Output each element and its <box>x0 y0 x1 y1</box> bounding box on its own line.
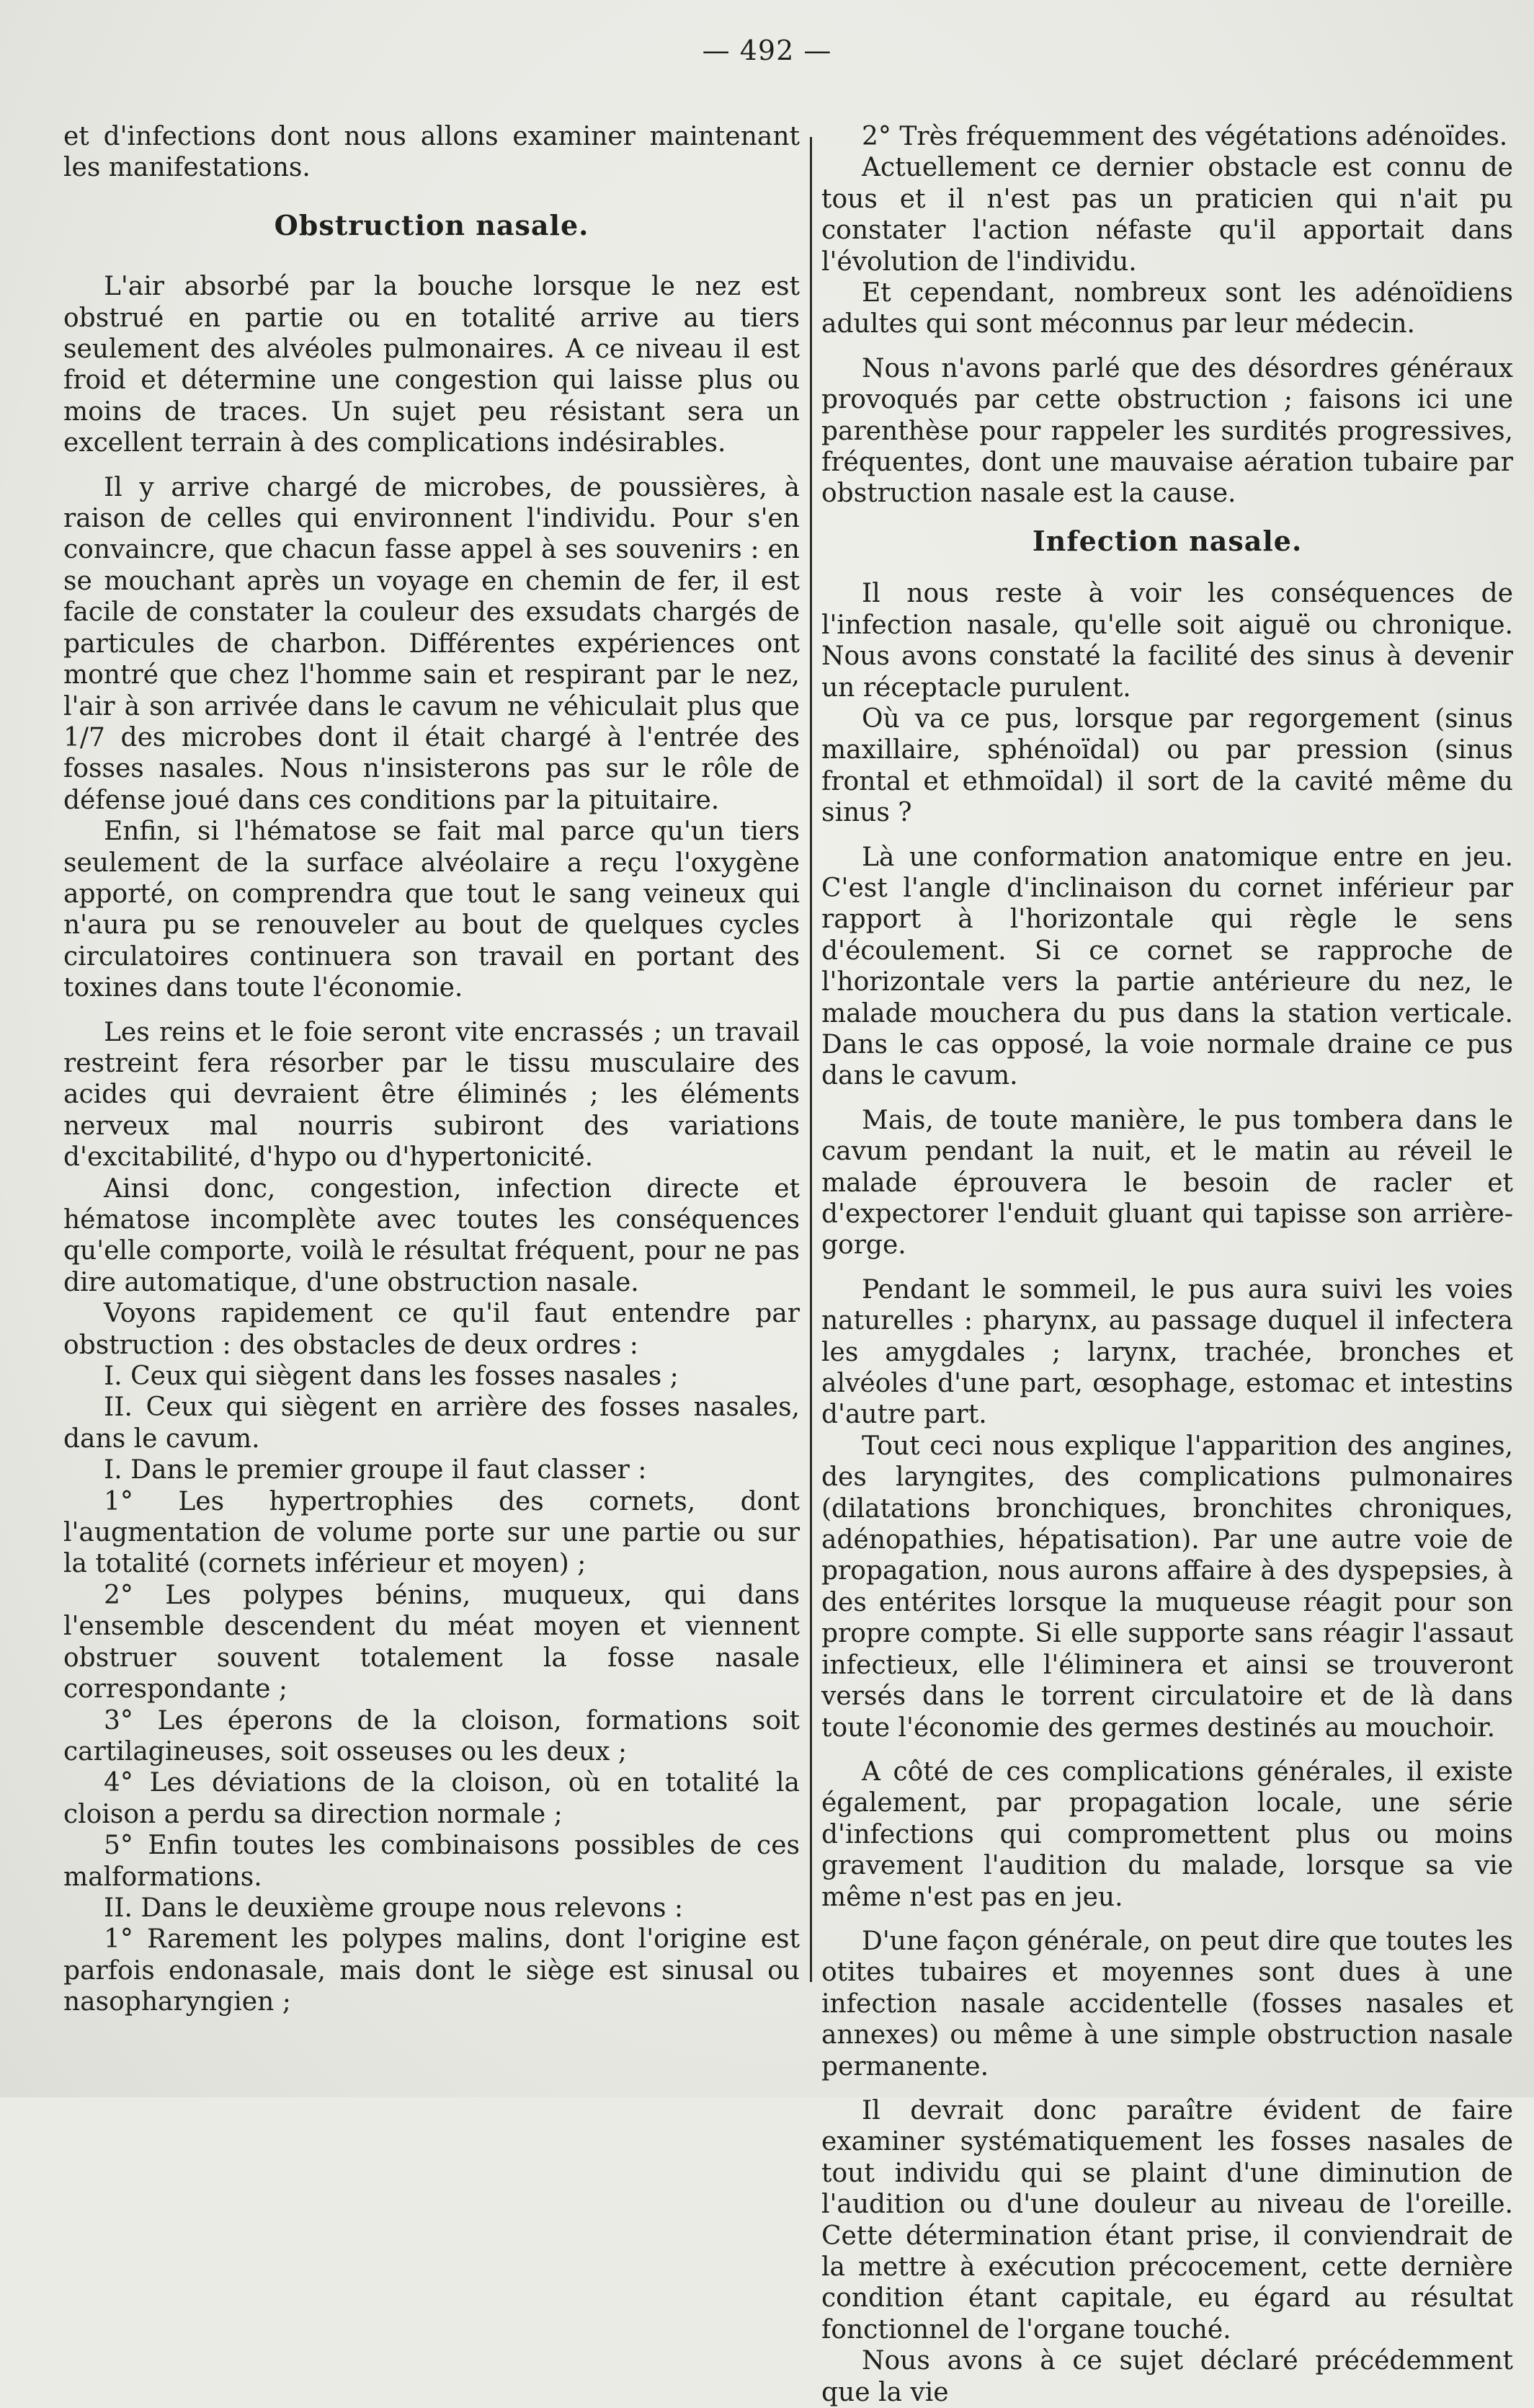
list-item: I. Ceux qui siègent dans les fosses nasales ; <box>104 1361 679 1392</box>
paragraph: Là une conformation anatomique entre en jeu. C'est l'angle d'inclinaison du cornet inférieur par rapport à l'horizontale qui règle le sens d'écoulement. Si ce cornet se rapproche de l'horizontale vers la partie antérieure du nez, le malade mouchera du pus dans la station verticale. Dans le cas opposé, la voie normale draine ce pus dans le cavum. <box>821 842 1513 1091</box>
column-divider <box>810 137 812 1982</box>
page-number: — 492 — <box>702 35 832 66</box>
paragraph: Il y arrive chargé de microbes, de poussières, à raison de celles qui environnent l'individu. Pour s'en convaincre, que chacun fasse appel à ses souvenirs : en se mouchant après un voyage en chemin de fer, il est facile de constater la couleur des exsudats chargés de particules de charbon. Différentes expériences ont montré que chez l'homme sain et respirant par le nez, l'air à son arrivée dans le cavum ne véhiculait plus que 1/7 des microbes dont il était chargé à l'entrée des fosses nasales. Nous n'insisterons pas sur le rôle de défense joué dans ces conditions par la pituitaire. <box>63 472 800 815</box>
paragraph: Ainsi donc, congestion, infection directe et hématose incomplète avec toutes les conséquences qu'elle comporte, voilà le résultat fréquent, pour ne pas dire automatique, d'une obstruction nasale. <box>63 1173 800 1297</box>
section-heading-infection: Infection nasale. <box>1032 524 1303 557</box>
paragraph: L'air absorbé par la bouche lorsque le nez est obstrué en partie ou en totalité arrive au tiers seulement des alvéoles pulmonaires. A ce niveau il est froid et détermine une congestion qui laisse plus ou moins de traces. Un sujet peu résistant sera un excellent terrain à des complications indésirables. <box>63 272 800 458</box>
list-item: I. Dans le premier groupe il faut classer : <box>104 1455 647 1485</box>
paragraph: Il devrait donc paraître évident de faire examiner systématiquement les fosses nasales de tout individu qui se plaint d'une diminution de l'audition ou d'une douleur au niveau de l'oreille. Cette détermination étant prise, il conviendrait de la mettre à exécution précocement, cette dernière condition étant capitale, eu égard au résultat fonctionnel de l'organe touché. <box>821 2095 1513 2345</box>
list-item: II. Dans le deuxième groupe nous relevons : <box>104 1893 684 1923</box>
list-item: 2° Très fréquemment des végétations adénoïdes. <box>862 122 1508 151</box>
list-item: 1° Rarement les polypes malins, dont l'origine est parfois endonasale, mais dont le siège est sinusal ou nasopharyngien ; <box>63 1924 800 2017</box>
paragraph: D'une façon générale, on peut dire que toutes les otites tubaires et moyennes sont dues à une infection nasale accidentelle (fosses nasales et annexes) ou même à une simple obstruction nasale permanente. <box>821 1926 1513 2082</box>
paragraph: Mais, de toute manière, le pus tombera dans le cavum pendant la nuit, et le matin au réveil le malade éprouvera le besoin de racler et d'expectorer l'enduit gluant qui tapisse son arrière-gorge. <box>821 1105 1513 1261</box>
section-heading-obstruction: Obstruction nasale. <box>274 208 589 241</box>
paragraph: Nous avons à ce sujet déclaré précédemment que la vie <box>821 2346 1513 2407</box>
paragraph: Et cependant, nombreux sont les adénoïdiens adultes qui sont méconnus par leur médecin. <box>821 278 1513 339</box>
paragraph: Tout ceci nous explique l'apparition des angines, des laryngites, des complications pulmonaires (dilatations bronchiques, bronchites chroniques, adénopathies, hépatisation). Par une autre voie de propagation, nous aurons affaire à des dyspepsies, à des entérites lorsque la muqueuse réagit pour son propre compte. Si elle supporte sans réagir l'assaut infectieux, elle l'éliminera et ainsi se trouveront versés dans le torrent circulatoire et de là dans toute l'économie des germes destinés au mouchoir. <box>821 1431 1513 1743</box>
list-item: II. Ceux qui siègent en arrière des fosses nasales, dans le cavum. <box>63 1392 800 1454</box>
paragraph: Nous n'avons parlé que des désordres généraux provoqués par cette obstruction ; faisons ici une parenthèse pour rappeler les surdités progressives, fréquentes, dont une mauvaise aération tubaire par obstruction nasale est la cause. <box>821 353 1513 509</box>
paragraph: A côté de ces complications générales, il existe également, par propagation locale, une série d'infections qui compromettent plus ou moins gravement l'audition du malade, lorsque sa vie même n'est pas en jeu. <box>821 1756 1513 1912</box>
paragraph: Les reins et le foie seront vite encrassés ; un travail restreint fera résorber par le tissu musculaire des acides qui devraient être éliminés ; les éléments nerveux mal nourris subiront des variations d'excitabilité, d'hypo ou d'hypertonicité. <box>63 1017 800 1173</box>
list-item: 2° Les polypes bénins, muqueux, qui dans l'ensemble descendent du méat moyen et viennent obstruer souvent totalement la fosse nasale correspondante ; <box>63 1580 800 1705</box>
right-column <box>821 121 1513 2408</box>
paragraph: Pendant le sommeil, le pus aura suivi les voies naturelles : pharynx, au passage duquel il infectera les amygdales ; larynx, trachée, bronches et alvéoles d'une part, œsophage, estomac et intestins d'autre part. <box>821 1274 1513 1430</box>
list-item: 3° Les éperons de la cloison, formations soit cartilagineuses, soit osseuses ou les deux ; <box>63 1705 800 1767</box>
list-item: 1° Les hypertrophies des cornets, dont l'augmentation de volume porte sur une partie ou sur la totalité (cornets inférieur et moyen) ; <box>63 1486 800 1579</box>
left-column <box>63 121 800 2018</box>
list-item: 4° Les déviations de la cloison, où en totalité la cloison a perdu sa direction normale ; <box>63 1768 800 1829</box>
list-item: 5° Enfin toutes les combinaisons possibles de ces malformations. <box>63 1831 800 1892</box>
paragraph: et d'infections dont nous allons examiner maintenant les manifestations. <box>63 122 800 183</box>
paragraph: Enfin, si l'hématose se fait mal parce qu'un tiers seulement de la surface alvéolaire a reçu l'oxygène apporté, on comprendra que tout le sang veineux qui n'aura pu se renouveler au bout de quelques cycles circulatoires continuera son travail en portant des toxines dans toute l'économie. <box>63 817 800 1003</box>
paragraph: Actuellement ce dernier obstacle est connu de tous et il n'est pas un praticien qui n'ait pu constater l'action néfaste qu'il apportait dans l'évolution de l'individu. <box>821 153 1513 277</box>
paragraph: Où va ce pus, lorsque par regorgement (sinus maxillaire, sphénoïdal) ou par pression (sinus frontal et ethmoïdal) il sort de la cavité même du sinus ? <box>821 703 1513 828</box>
paragraph: Voyons rapidement ce qu'il faut entendre par obstruction : des obstacles de deux ordres : <box>63 1299 800 1360</box>
paragraph: Il nous reste à voir les conséquences de l'infection nasale, qu'elle soit aiguë ou chronique. Nous avons constaté la facilité des sinus à devenir un réceptacle purulent. <box>821 579 1513 703</box>
